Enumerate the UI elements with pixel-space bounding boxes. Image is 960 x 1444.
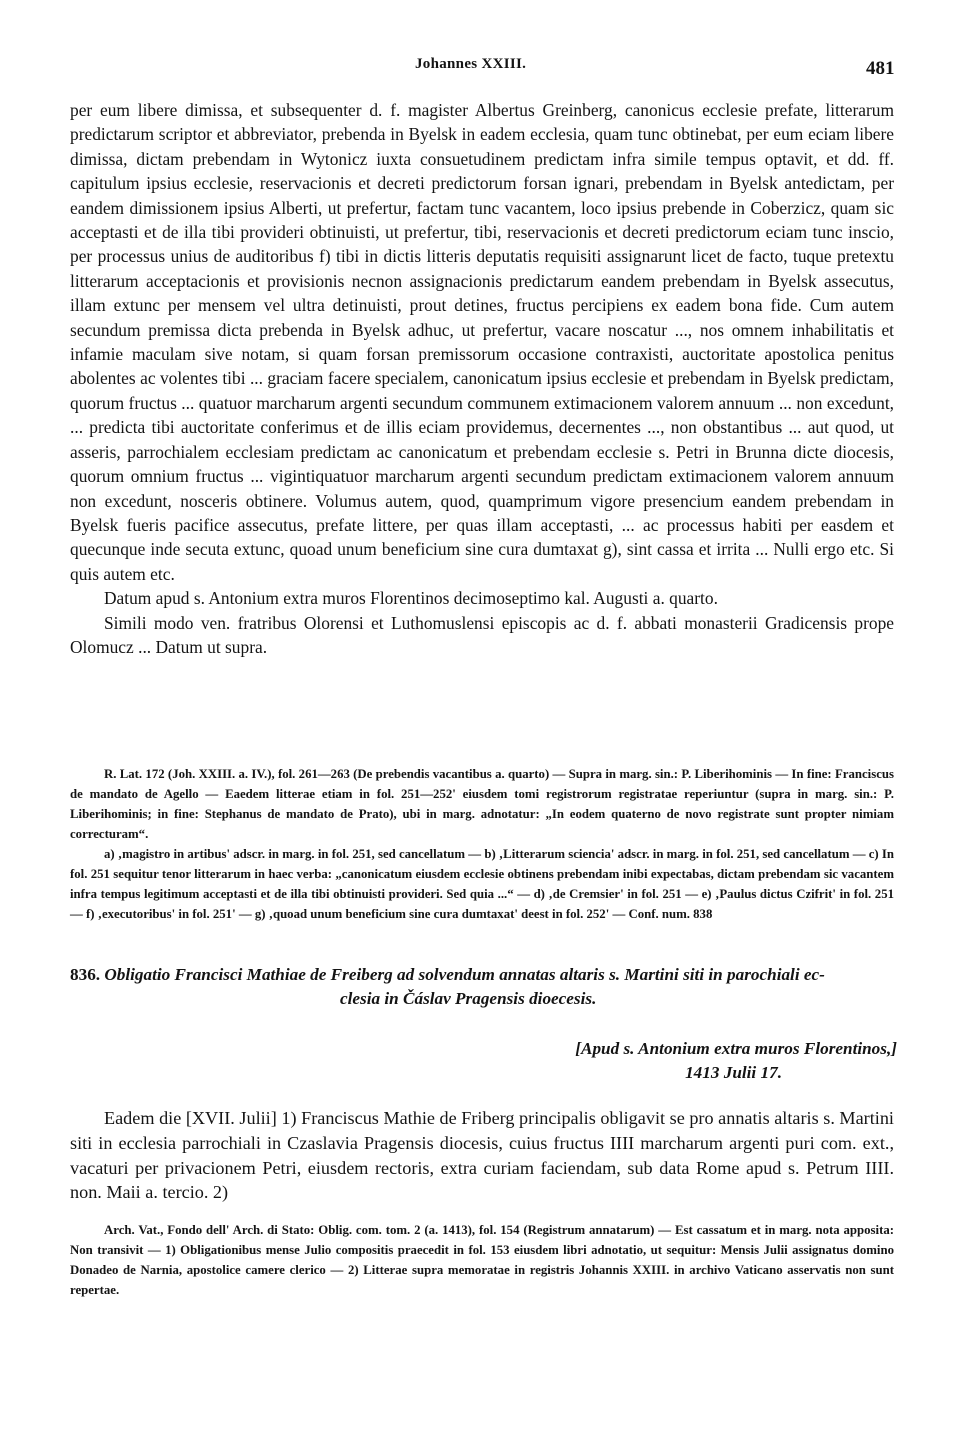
- main-text: [70, 98, 894, 659]
- simili-paragraph: Simili modo ven. fratribus Olorensi et Luthomuslensi episcopis ac d. f. abbati monasterii Gradicensis prope Olomucz ... Datum ut supra.: [70, 612, 894, 657]
- entry-number: 836.: [70, 965, 101, 984]
- entry-title-line-2: clesia in Čáslav Pragensis dioecesis.: [340, 989, 597, 1008]
- running-title: Johannes XXIII.: [415, 56, 527, 72]
- entry-836-body: [70, 1106, 894, 1205]
- entry-836-place-date: [525, 1037, 897, 1085]
- entry-body-text: Eadem die [XVII. Julii] 1) Franciscus Mathie de Friberg principalis obligavit se pro annatis altaris s. Martini siti in ecclesia parrochiali in Czaslavia Pragensis diocesis, cuius fructus IIII marcharum argenti puri com. ext., vacaturi per privacionem Petri, eiusdem rectoris, extra curiam faciendam, sub data Rome apud s. Petrum IIII. non. Maii a. tercio. 2): [70, 1108, 894, 1203]
- entry-place: [Apud s. Antonium extra muros Florentinos,]: [575, 1039, 897, 1058]
- entry-notes-text: Arch. Vat., Fondo dell' Arch. di Stato: Oblig. com. tom. 2 (a. 1413), fol. 154 (Registrum annatarum) — Est cassatum et in marg. nota apposita: Non transivit — 1) Obligationibus mense Julio compositis praecedit in fol. 153 eiusdem libri adnotatio, ut sequitur: Mensis Julii assignatus domino Donadeo de Narnia, apostolice camere clerico — 2) Litterae supra memoratae in registris Johannis XXIII. in archivo Vaticano asservatis non sunt repertae.: [70, 1223, 894, 1297]
- source-note: R. Lat. 172 (Joh. XXIII. a. IV.), fol. 261—263 (De prebendis vacantibus a. quarto) — Supra in marg. sin.: P. Liberihominis — In fine: Franciscus de mandato de Agello — Eaedem litterae etiam in fol. 251—252' eiusdem tomi registrorum registratae reperiuntur (supra in marg. sin.: P. Liberihominis; in fine: Stephanus de mandato de Prato), ubi in marg. adnotatur: „In eodem quaterno de novo registrate sunt propter nimiam correcturam“.: [70, 767, 894, 841]
- footnotes: a) ‚magistro in artibus' adscr. in marg. in fol. 251, sed cancellatum — b) ‚Litterarum sciencia' adscr. in marg. in fol. 251, sed cancellatum — c) In fol. 251 sequitur tenor litterarum in haec verba: „canonicatum eiusdem ecclesie obtinens prebendam inibi expectabas, dictam prebendam sic vacantem infra tempus legitimum acceptasti et de illa tibi obtinuisti provideri. Sed quia ...“ — d) ‚de Cremsier' in fol. 251 — e) ‚Paulus dictus Czifrit' in fol. 251 — f) ‚executoribus' in fol. 251' — g) ‚quoad unum beneficium sine cura dumtaxat' deest in fol. 252' — Conf. num. 838: [70, 847, 894, 921]
- entry-date: 1413 Julii 17.: [685, 1063, 782, 1082]
- entry-title-line-1: Obligatio Francisci Mathiae de Freiberg ad solvendum annatas altaris s. Martini siti in parochiali ec-: [104, 965, 825, 984]
- notes: [70, 764, 894, 924]
- entry-836-notes: [70, 1220, 894, 1300]
- entry-836-title: [70, 963, 894, 1011]
- main-paragraph: per eum libere dimissa, et subsequenter d. f. magister Albertus Greinberg, canonicus ecclesie prefate, litterarum predictarum scriptor et abbreviator, prebenda in Byelsk in eadem ecclesia, quam tunc obtinebat, per eum eciam libere dimissa, dictam prebendam in Wytonicz iuxta consuetudinem predictam infra simile tempus optavit, et dd. ff. capitulum ipsius ecclesie, reservacionis et decreti predictorum forsan ignari, prebendam in Byelsk antedictam, per eandem dimissionem ipsius Alberti, ut prefertur, factam tunc vacantem, loco ipsius prebende in Coberzicz, quam sic acceptasti et de illa tibi provideri obtinuisti, ut prefertur, tibi, reservacionis et decreti predictorum eciam tunc inscio, per processus unius de auditoribus f) tibi in dictis litteris deputatis requisiti assignarunt licet de facto, tuque pretextu litterarum acceptacionis et provisionis necnon assignacionis predictarum eandem prebendam in Byelsk assecutus, illam extunc per mensem vel ultra detinuisti, prout detines, fructus percipiens ex eadem bona fide. Cum autem secundum premissa dicta prebenda in Byelsk adhuc, ut prefertur, vacare noscatur ..., nos omnem inhabilitatis et infamie maculam sive notam, si quam forsan premissorum occasione contraxisti, auctoritate apostolica penitus abolentes ac volentes tibi ... graciam facere specialem, canonicatum ipsius ecclesie et prebendam in Byelsk predictam, quorum fructus ... quatuor marcharum argenti secundum communem extimacionem valorem annuum ... non excedunt, ... predicta tibi auctoritate conferimus et de illis eciam providemus, decernentes ..., non obstantibus ... aut quod, ut asseris, parrochialem ecclesiam predictam ac canonicatum et prebendam ecclesie s. Petri in Brunna dicte diocesis, quorum omnium fructus ... vigintiquatuor marcharum argenti secundum predictam extimacionem valorem annuum non excedunt, nosceris obtinere. Volumus autem, quod, quamprimum vigore presencium eandem prebendam in Byelsk fueris pacifice assecutus, prefate littere, per quas illam acceptasti, ... ac processus habiti per easdem et quecunque inde secuta extunc, quoad unum beneficium sine cura dumtaxat g), sint cassa et irrita ... Nulli ergo etc. Si quis autem etc.: [70, 100, 894, 584]
- datum-line: Datum apud s. Antonium extra muros Florentinos decimoseptimo kal. Augusti a. quarto.: [104, 588, 718, 609]
- page-header: [0, 52, 960, 82]
- page-number: 481: [866, 58, 895, 79]
